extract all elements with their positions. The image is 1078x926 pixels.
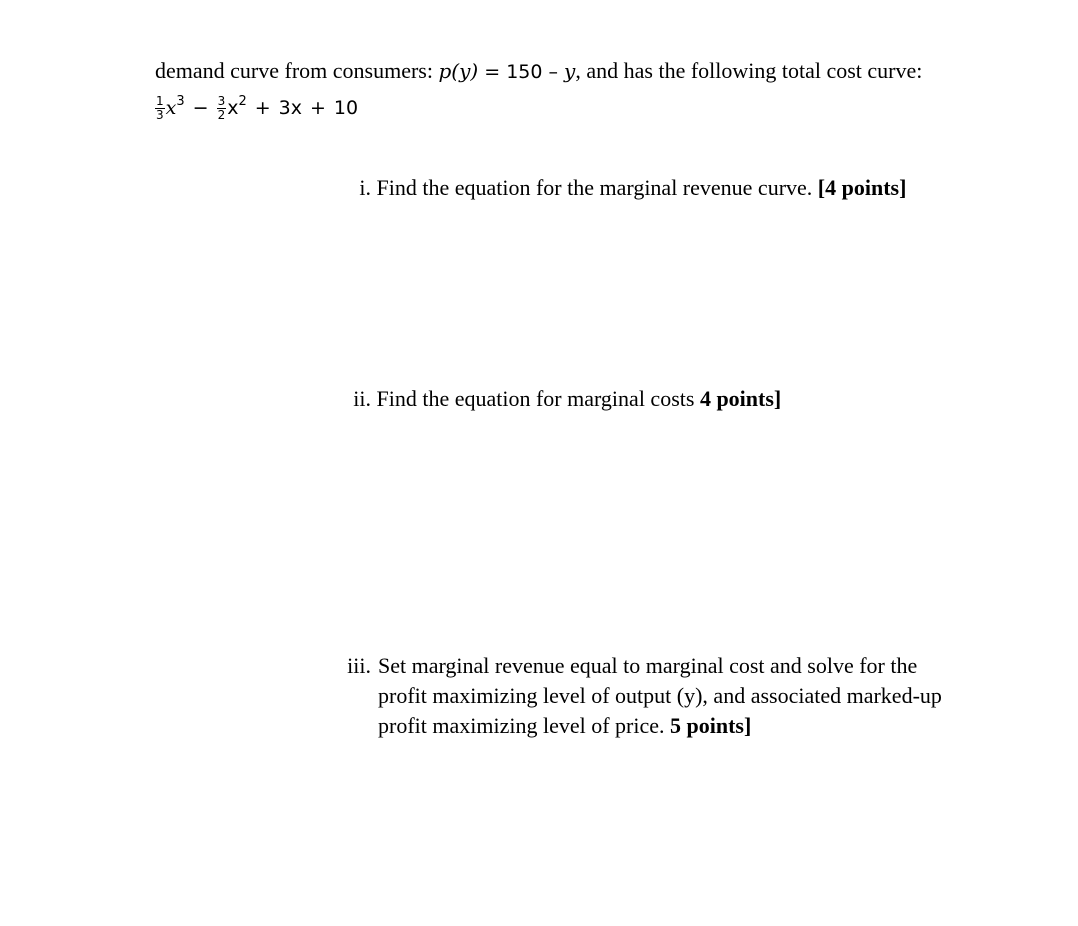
question-number: ii. xyxy=(353,386,371,411)
question-iii xyxy=(330,651,1030,741)
cubic-exponent: 3 xyxy=(176,93,185,109)
question-points: 4 points] xyxy=(699,386,782,411)
fraction-one-third: $\frac{1}{3}$ xyxy=(156,93,164,122)
question-points: [4 points] xyxy=(817,175,907,200)
question-text-line-1: Set marginal revenue equal to marginal cost and solve for the xyxy=(378,653,918,678)
question-ii xyxy=(330,384,1030,414)
question-number: iii. xyxy=(347,653,371,678)
constant-term: 10 xyxy=(333,97,359,119)
intro-text: demand curve from consumers: xyxy=(155,58,439,83)
question-number: i. xyxy=(359,175,371,200)
question-points: 5 points] xyxy=(670,713,752,738)
quadratic-exponent: 2 xyxy=(238,93,247,109)
equals-sign: = xyxy=(478,61,507,83)
plus-operator-1: + xyxy=(254,97,271,119)
intro-text-after: , and has the following total cost curve: xyxy=(575,58,923,83)
demand-curve-line xyxy=(155,56,922,87)
demand-variable: y xyxy=(564,59,576,83)
question-text-line-3: profit maximizing level of price. xyxy=(378,713,671,738)
question-text-line-2: profit maximizing level of output (y), and associated marked-up xyxy=(378,683,942,708)
cubic-term-base: x xyxy=(165,97,177,119)
minus-operator: − xyxy=(192,97,209,119)
demand-function-lhs: p(y) xyxy=(438,59,479,83)
plus-operator-2: + xyxy=(310,97,326,119)
demand-constant: 150 – xyxy=(506,61,565,83)
linear-term: 3x xyxy=(278,97,302,119)
question-text: Find the equation for the marginal revenue curve. xyxy=(376,175,818,200)
fraction-three-halves: $\frac{3}{2}$ xyxy=(217,93,226,122)
question-text: Find the equation for marginal costs xyxy=(376,386,700,411)
quadratic-term-base: x xyxy=(227,97,239,119)
total-cost-curve xyxy=(155,88,358,128)
question-i xyxy=(330,173,1030,203)
